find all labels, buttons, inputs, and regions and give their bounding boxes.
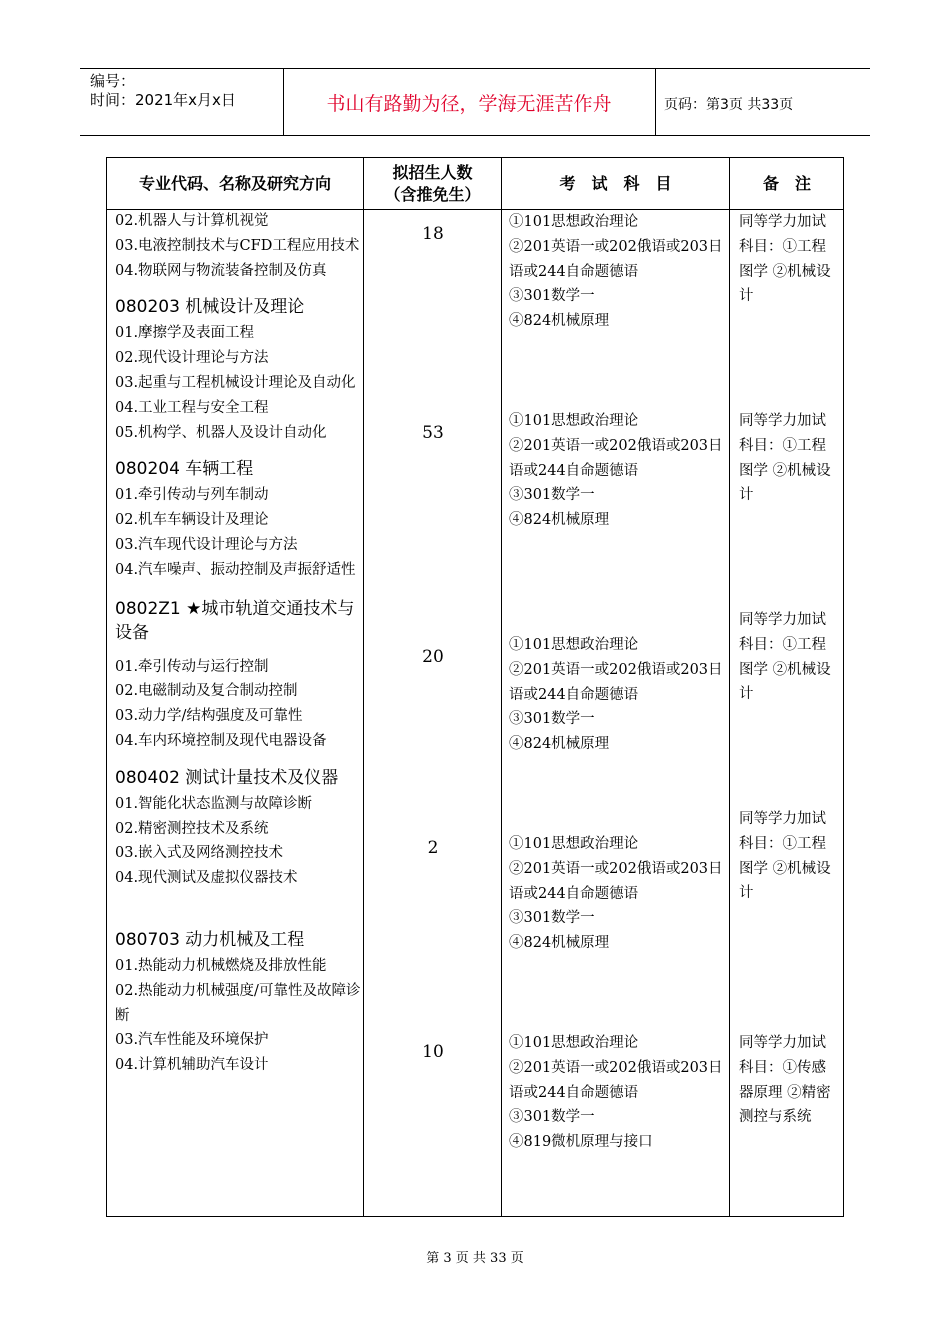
- direction-item: 04.现代测试及虚拟仪器技术: [115, 870, 298, 887]
- column-header-exams: 考 试 科 目: [559, 173, 672, 193]
- page-header: [80, 68, 870, 136]
- exam-subject: ③301数学一: [509, 910, 595, 927]
- direction-item: 02.机器人与计算机视觉: [115, 213, 269, 229]
- header-divider: [655, 69, 656, 135]
- direction-item: 03.汽车现代设计理论与方法: [115, 536, 298, 553]
- exam-subjects-block: [509, 832, 729, 956]
- exam-subject: ②201英语一或202俄语或203日语或244自命题德语: [509, 860, 723, 902]
- column-header-quota-line2: （含推免生）: [384, 184, 481, 204]
- admissions-table: [106, 157, 844, 1217]
- direction-item: 02.机车车辆设计及理论: [115, 512, 269, 529]
- major-title: 080204 车辆工程: [115, 459, 254, 480]
- direction-item: 04.车内环境控制及现代电器设备: [115, 732, 327, 749]
- column-divider: [501, 158, 502, 1216]
- header-motto: 书山有路勤为径，学海无涯苦作舟: [326, 93, 612, 115]
- major-title: 080203 机械设计及理论: [115, 297, 305, 318]
- exam-subject: ④824机械原理: [509, 736, 610, 753]
- direction-item: 01.牵引传动与列车制动: [115, 487, 269, 504]
- direction-item: 01.智能化状态监测与故障诊断: [115, 795, 313, 812]
- exam-subject: ①101思想政治理论: [509, 1035, 639, 1051]
- note-block: 同等学力加试科目：①工程图学 ②机械设计: [739, 811, 831, 902]
- header-meta: [90, 72, 236, 110]
- direction-item: 01.摩擦学及表面工程: [115, 325, 255, 342]
- exam-subject: ③301数学一: [509, 487, 595, 504]
- column-header-quota: [364, 158, 501, 209]
- major-title: 080402 测试计量技术及仪器: [115, 767, 339, 788]
- direction-item: 02.热能动力机械强度/可靠性及故障诊断: [115, 982, 361, 1024]
- page-footer: 第 3 页 共 33 页: [426, 1251, 524, 1266]
- exam-subjects-block: [509, 633, 729, 757]
- exam-subject: ②201英语一或202俄语或203日语或244自命题德语: [509, 238, 723, 280]
- direction-item: 03.嵌入式及网络测控技术: [115, 845, 284, 862]
- direction-item: 04.工业工程与安全工程: [115, 399, 269, 416]
- quota-value: 10: [422, 1042, 444, 1062]
- direction-item: 01.热能动力机械燃烧及排放性能: [115, 957, 327, 974]
- direction-item: 04.物联网与物流装备控制及仿真: [115, 262, 327, 279]
- column-divider: [363, 158, 364, 1216]
- exam-subject: ②201英语一或202俄语或203日语或244自命题德语: [509, 437, 723, 479]
- quota-value: 53: [422, 423, 444, 443]
- column-header-notes: 备 注: [762, 173, 811, 193]
- exam-subject: ④824机械原理: [509, 313, 610, 330]
- directions-column: [115, 209, 363, 1078]
- direction-item: 03.起重与工程机械设计理论及自动化: [115, 374, 356, 391]
- exam-subject: ④824机械原理: [509, 935, 610, 952]
- exam-subject: ①101思想政治理论: [509, 836, 639, 852]
- direction-item: 04.汽车噪声、振动控制及声振舒适性: [115, 561, 356, 578]
- exam-subject: ②201英语一或202俄语或203日语或244自命题德语: [509, 1059, 723, 1101]
- direction-item: 04.计算机辅助汽车设计: [115, 1057, 269, 1074]
- exam-subjects-block: [509, 210, 729, 334]
- exam-subject: ③301数学一: [509, 711, 595, 728]
- exam-subject: ①101思想政治理论: [509, 214, 639, 230]
- exam-subject: ②201英语一或202俄语或203日语或244自命题德语: [509, 661, 723, 703]
- direction-item: 03.动力学/结构强度及可靠性: [115, 708, 303, 725]
- header-page-info: 页码：第3页 共33页: [664, 97, 794, 113]
- direction-item: 01.牵引传动与运行控制: [115, 658, 269, 675]
- direction-item: 02.精密测控技术及系统: [115, 820, 269, 837]
- exam-subject: ④819微机原理与接口: [509, 1134, 653, 1151]
- exam-subject: ④824机械原理: [509, 512, 610, 529]
- exam-subject: ①101思想政治理论: [509, 413, 639, 429]
- note-block: 同等学力加试科目：①工程图学 ②机械设计: [739, 413, 831, 504]
- quota-value: 2: [427, 838, 439, 858]
- note-block: 同等学力加试科目：①传感器原理 ②精密测控与系统: [739, 1035, 831, 1126]
- direction-item: 02.现代设计理论与方法: [115, 350, 269, 367]
- direction-item: 02.电磁制动及复合制动控制: [115, 683, 298, 700]
- column-divider: [729, 158, 730, 1216]
- major-title: 0802Z1 ★城市轨道交通技术与设备: [115, 598, 355, 643]
- major-title: 080703 动力机械及工程: [115, 929, 305, 950]
- exam-subject: ①101思想政治理论: [509, 637, 639, 653]
- column-header-direction: 专业代码、名称及研究方向: [138, 173, 331, 193]
- direction-item: 03.电液控制技术与CFD工程应用技术: [115, 237, 360, 254]
- note-block: 同等学力加试科目：①工程图学 ②机械设计: [739, 612, 831, 703]
- quota-value: 18: [422, 224, 444, 244]
- exam-subject: ③301数学一: [509, 288, 595, 305]
- exam-subjects-block: [509, 1031, 729, 1155]
- document-date: 时间：2021年x月x日: [90, 91, 236, 109]
- note-block: 同等学力加试科目：①工程图学 ②机械设计: [739, 214, 831, 305]
- exam-subject: ③301数学一: [509, 1109, 595, 1126]
- direction-item: 03.汽车性能及环境保护: [115, 1032, 269, 1049]
- exam-subjects-block: [509, 409, 729, 533]
- document-number-label: 编号：: [90, 72, 136, 90]
- column-header-quota-line1: 拟招生人数: [392, 162, 473, 182]
- direction-item: 05.机构学、机器人及设计自动化: [115, 424, 327, 441]
- quota-value: 20: [422, 647, 444, 667]
